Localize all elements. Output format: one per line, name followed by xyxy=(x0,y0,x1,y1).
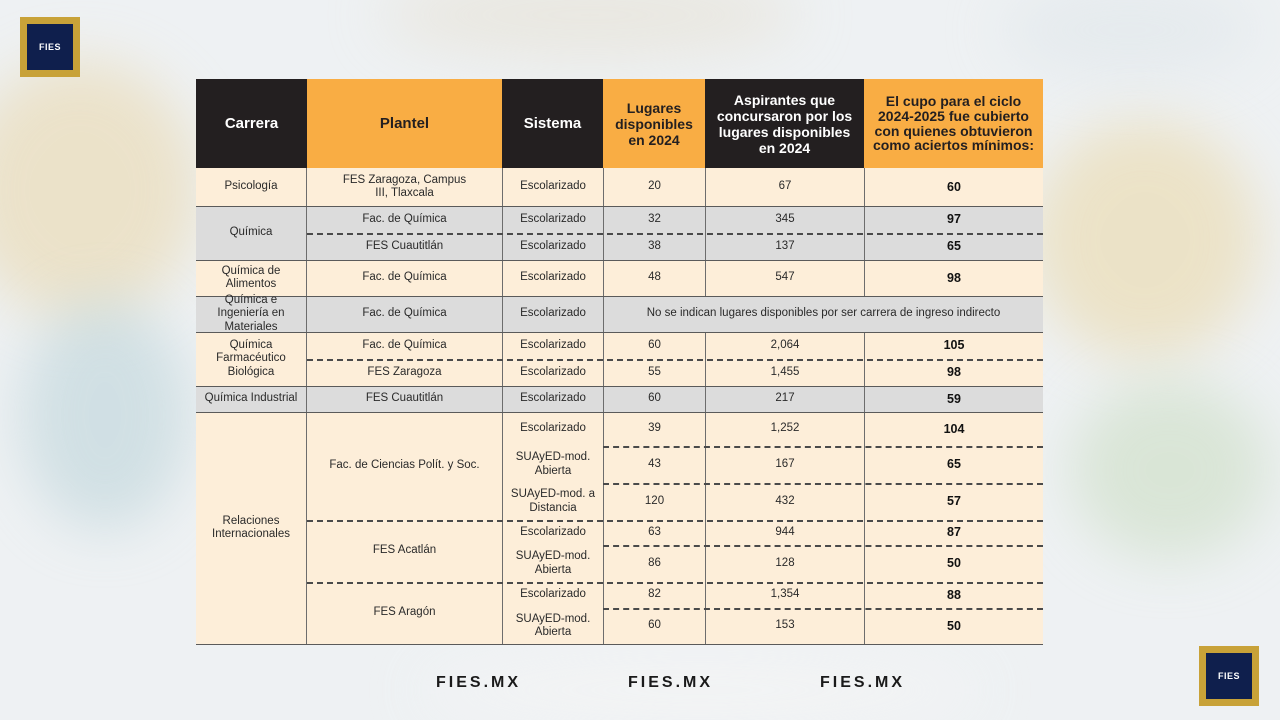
plantel-cell: Fac. de Química xyxy=(362,338,447,351)
header-aspirantes: Aspirantes que concursaron por los lugares disponibles en 2024 xyxy=(705,79,864,168)
aciertos-cell: 65 xyxy=(947,457,961,472)
plantel-cell: Fac. de Química xyxy=(362,212,447,225)
plantel-cell: Fac. de Ciencias Polít. y Soc. xyxy=(329,459,480,472)
carrera-cell: Química e Ingeniería en Materiales xyxy=(217,294,285,333)
aspirantes-cell: 167 xyxy=(775,457,795,470)
lugares-cell: 60 xyxy=(648,392,661,405)
aspirantes-cell: 217 xyxy=(775,392,795,405)
carrera-cell: Química Industrial xyxy=(204,392,298,405)
note-cell: No se indican lugares disponibles por ser carrera de ingreso indirecto xyxy=(646,307,1001,320)
aciertos-cell: 105 xyxy=(943,338,965,353)
header-cupo: El cupo para el ciclo 2024-2025 fue cubierto con quienes obtuvieron como aciertos mínimos: xyxy=(864,79,1043,168)
carrera-cell: Química de Alimentos xyxy=(221,264,281,290)
lugares-cell: 55 xyxy=(648,365,661,378)
sistema-cell: Escolarizado xyxy=(520,392,586,405)
lugares-cell: 60 xyxy=(648,338,661,351)
lugares-cell: 38 xyxy=(648,239,661,252)
aciertos-cell: 60 xyxy=(947,179,961,194)
fies-logo-top-left xyxy=(20,17,80,77)
aciertos-cell: 98 xyxy=(947,365,961,380)
aspirantes-cell: 345 xyxy=(775,212,795,225)
aciertos-cell: 87 xyxy=(947,525,961,540)
lugares-cell: 32 xyxy=(648,212,661,225)
aspirantes-cell: 1,354 xyxy=(770,588,800,601)
sistema-cell: SUAyED-mod. Abierta xyxy=(515,451,591,477)
plantel-cell: FES Zaragoza, Campus III, Tlaxcala xyxy=(342,173,467,199)
plantel-cell: Fac. de Química xyxy=(362,271,447,284)
header-lugares: Lugares disponibles en 2024 xyxy=(603,79,705,168)
carrera-cell: Psicología xyxy=(224,180,278,193)
header-carrera: Carrera xyxy=(196,79,307,168)
sistema-cell: Escolarizado xyxy=(520,525,586,538)
aspirantes-cell: 1,455 xyxy=(770,365,800,378)
lugares-cell: 20 xyxy=(648,180,661,193)
footer-site: FIES.MX xyxy=(820,674,906,691)
aspirantes-cell: 1,252 xyxy=(770,422,800,435)
aciertos-cell: 65 xyxy=(947,239,961,254)
sistema-cell: Escolarizado xyxy=(520,239,586,252)
plantel-cell: FES Cuautitlán xyxy=(365,239,444,252)
carrera-cell: Química Farmacéutico Biológica xyxy=(216,339,286,378)
logo-text: FIES xyxy=(1206,653,1252,699)
lugares-cell: 86 xyxy=(648,556,661,569)
aspirantes-cell: 128 xyxy=(775,556,795,569)
plantel-cell: FES Cuautitlán xyxy=(365,392,444,405)
lugares-cell: 82 xyxy=(648,588,661,601)
header-plantel: Plantel xyxy=(307,79,502,168)
plantel-cell: Fac. de Química xyxy=(362,307,447,320)
sistema-cell: Escolarizado xyxy=(520,422,586,435)
footer-site: FIES.MX xyxy=(628,674,714,691)
plantel-cell: FES Acatlán xyxy=(372,544,437,557)
aciertos-cell: 50 xyxy=(947,618,961,633)
lugares-cell: 60 xyxy=(648,619,661,632)
aspirantes-cell: 547 xyxy=(775,271,795,284)
sistema-cell: Escolarizado xyxy=(520,180,586,193)
aspirantes-cell: 67 xyxy=(778,180,792,193)
footer-site: FIES.MX xyxy=(436,674,522,691)
header-sistema: Sistema xyxy=(502,79,603,168)
aspirantes-cell: 153 xyxy=(775,619,795,632)
sistema-cell: Escolarizado xyxy=(520,588,586,601)
sistema-cell: Escolarizado xyxy=(520,212,586,225)
plantel-cell: FES Zaragoza xyxy=(367,365,442,378)
aciertos-cell: 88 xyxy=(947,587,961,602)
lugares-cell: 43 xyxy=(648,457,661,470)
admission-table xyxy=(196,79,1043,645)
lugares-cell: 48 xyxy=(648,271,661,284)
aspirantes-cell: 2,064 xyxy=(770,338,800,351)
sistema-cell: Escolarizado xyxy=(520,338,586,351)
aspirantes-cell: 432 xyxy=(775,494,795,507)
sistema-cell: Escolarizado xyxy=(520,307,586,320)
aciertos-cell: 97 xyxy=(947,212,961,227)
carrera-cell: Química xyxy=(229,226,273,239)
sistema-cell: SUAyED-mod. a Distancia xyxy=(510,488,596,514)
lugares-cell: 120 xyxy=(644,494,665,507)
aciertos-cell: 104 xyxy=(943,421,965,436)
aciertos-cell: 57 xyxy=(947,494,961,509)
lugares-cell: 39 xyxy=(648,422,661,435)
aspirantes-cell: 137 xyxy=(775,239,795,252)
sistema-cell: SUAyED-mod. Abierta xyxy=(515,550,591,576)
aspirantes-cell: 944 xyxy=(775,525,795,538)
lugares-cell: 63 xyxy=(648,525,661,538)
aciertos-cell: 98 xyxy=(947,270,961,285)
sistema-cell: SUAyED-mod. Abierta xyxy=(515,612,591,638)
sistema-cell: Escolarizado xyxy=(520,271,586,284)
sistema-cell: Escolarizado xyxy=(520,365,586,378)
aciertos-cell: 59 xyxy=(947,391,961,406)
fies-logo-bottom-right xyxy=(1199,646,1259,706)
plantel-cell: FES Aragón xyxy=(373,606,436,619)
logo-text: FIES xyxy=(27,24,73,70)
aciertos-cell: 50 xyxy=(947,556,961,571)
carrera-cell: Relaciones Internacionales xyxy=(212,514,290,540)
